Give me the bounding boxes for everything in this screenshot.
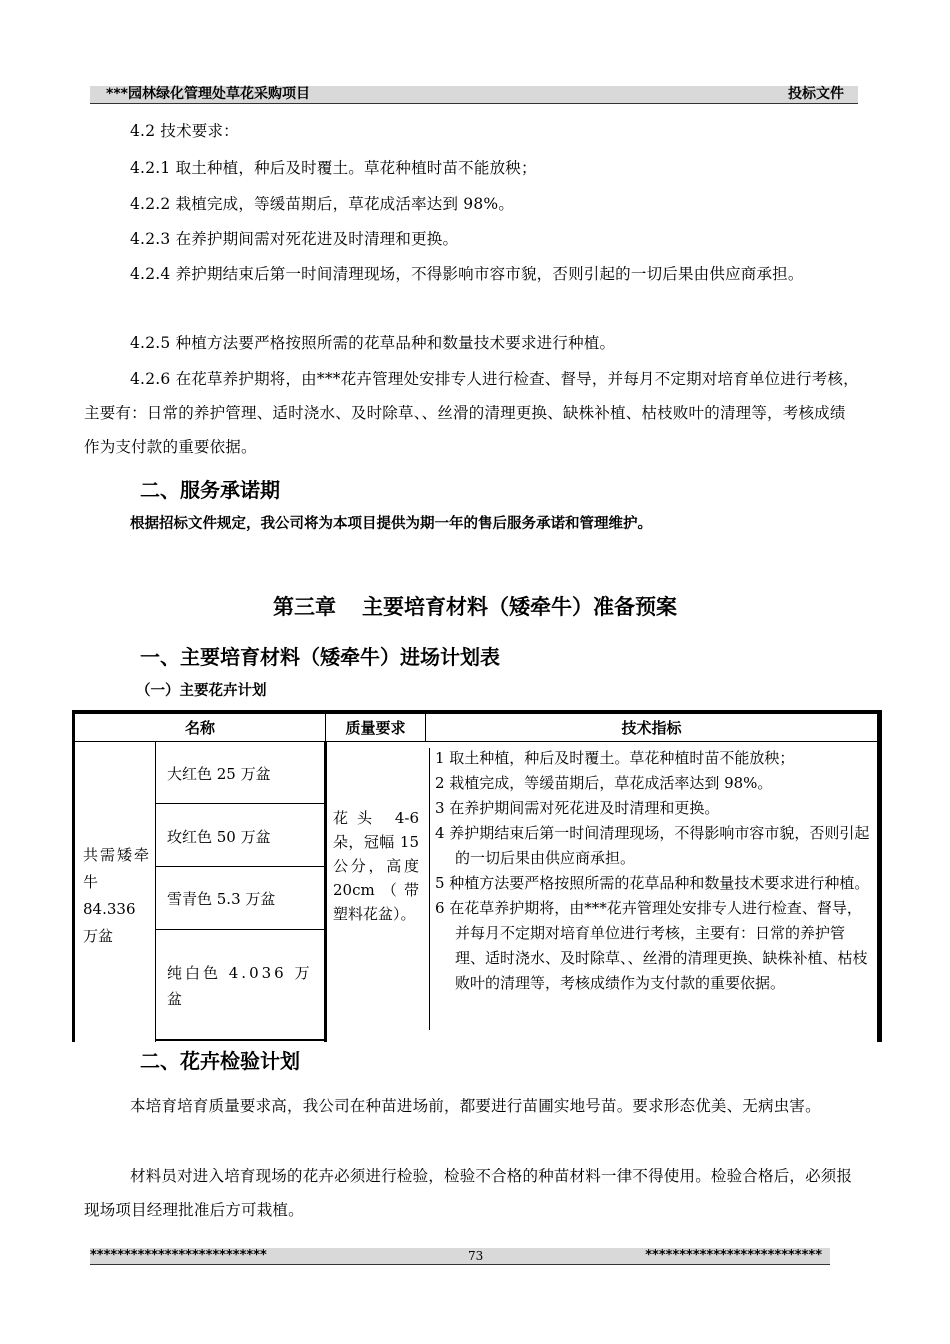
quality-requirement: 花头 4-6 朵，冠幅 15 公分，高度 20cm（带塑料花盆）。 bbox=[333, 809, 419, 923]
flower-item-red: 大红色 25 万盆 bbox=[167, 765, 271, 783]
requirement-item: 4.2.5 种植方法要严格按照所需的花草品种和数量技术要求进行种植。 bbox=[130, 334, 616, 352]
tech-spec-list bbox=[435, 746, 873, 996]
group-label: 共需矮牵牛 84.336 万盆 bbox=[83, 846, 149, 945]
header-doc-type: 投标文件 bbox=[788, 86, 844, 102]
flower-plan-table bbox=[72, 710, 882, 1042]
service-heading: 二、服务承诺期 bbox=[140, 478, 280, 502]
flower-item-rose: 玫红色 50 万盆 bbox=[167, 828, 271, 846]
section1-heading: 一、主要培育材料（矮牵牛）进场计划表 bbox=[140, 645, 500, 669]
header-project-title: ***园林绿化管理处草花采购项目 bbox=[106, 86, 310, 102]
tech-spec-item: 5 种植方法要严格按照所需的花草品种和数量技术要求进行种植。 bbox=[435, 874, 870, 892]
chapter-number: 第三章 bbox=[273, 595, 336, 619]
requirement-item: 4.2.3 在养护期间需对死花进及时清理和更换。 bbox=[130, 230, 459, 248]
requirement-item: 4.2.1 取土种植，种后及时覆土。草花种植时苗不能放秧； bbox=[130, 159, 537, 177]
tech-spec-item: 2 栽植完成，等缓苗期后，草花成活率达到 98%。 bbox=[435, 774, 773, 792]
inspection-paragraph: 本培育培育质量要求高，我公司在种苗进场前，都要进行苗圃实地号苗。要求形态优美、无病虫害。 bbox=[130, 1097, 821, 1115]
flower-item-lilac: 雪青色 5.3 万盆 bbox=[167, 890, 276, 908]
tech-spec-item: 3 在养护期间需对死花进及时清理和更换。 bbox=[435, 799, 720, 817]
chapter-title bbox=[0, 591, 950, 621]
requirement-item: 4.2.4 养护期结束后第一时间清理现场，不得影响市容市貌，否则引起的一切后果由供应商承担。 bbox=[130, 265, 804, 283]
section2-heading: 二、花卉检验计划 bbox=[140, 1049, 300, 1073]
inspection-paragraph: 材料员对进入培育现场的花卉必须进行检验，检验不合格的种苗材料一律不得使用。检验合格后，必须报现场项目经理批准后方可栽植。 bbox=[84, 1167, 853, 1219]
chapter-name: 主要培育材料（矮牵牛）准备预案 bbox=[362, 595, 677, 619]
section1-subheading: （一）主要花卉计划 bbox=[136, 683, 267, 699]
header-name: 名称 bbox=[184, 719, 215, 737]
header-quality: 质量要求 bbox=[345, 719, 406, 737]
page-footer bbox=[90, 1248, 830, 1265]
tech-spec-item: 4 养护期结束后第一时间清理现场，不得影响市容市貌，否则引起的一切后果由供应商承担。 bbox=[435, 824, 870, 867]
requirement-item: 4.2.2 栽植完成，等缓苗期后，草花成活率达到 98%。 bbox=[130, 195, 515, 213]
header-tech: 技术指标 bbox=[621, 719, 682, 737]
tech-spec-item: 1 取土种植，种后及时覆土。草花种植时苗不能放秧； bbox=[435, 749, 795, 767]
page-header bbox=[90, 86, 858, 104]
page-number: 73 bbox=[468, 1249, 484, 1263]
flower-item-white: 纯白色 4.036 万盆 bbox=[167, 964, 313, 1008]
service-text: 根据招标文件规定，我公司将为本项目提供为期一年的售后服务承诺和管理维护。 bbox=[130, 516, 652, 532]
requirement-item: 4.2.6 在花草养护期将，由***花卉管理处安排专人进行检查、督导，并每月不定期对培育单位进行考核，主要有：日常的养护管理、适时浇水、及时除草、、丝滑的清理更换、缺株补植、枯枝败叶的清理等，考核成绩作为支付款的重要依据。 bbox=[84, 370, 859, 456]
requirements-title: 4.2 技术要求： bbox=[130, 122, 239, 140]
footer-stars-right: ************************** bbox=[645, 1248, 822, 1263]
footer-stars-left: ************************** bbox=[90, 1248, 267, 1263]
tech-spec-item: 6 在花草养护期将，由***花卉管理处安排专人进行检查、督导，并每月不定期对培育单位进行考核，主要有：日常的养护管理、适时浇水、及时除草、、丝滑的清理更换、缺株补植、枯枝败叶的清理等，考核成绩作为支付款的重要依据。 bbox=[435, 899, 868, 992]
